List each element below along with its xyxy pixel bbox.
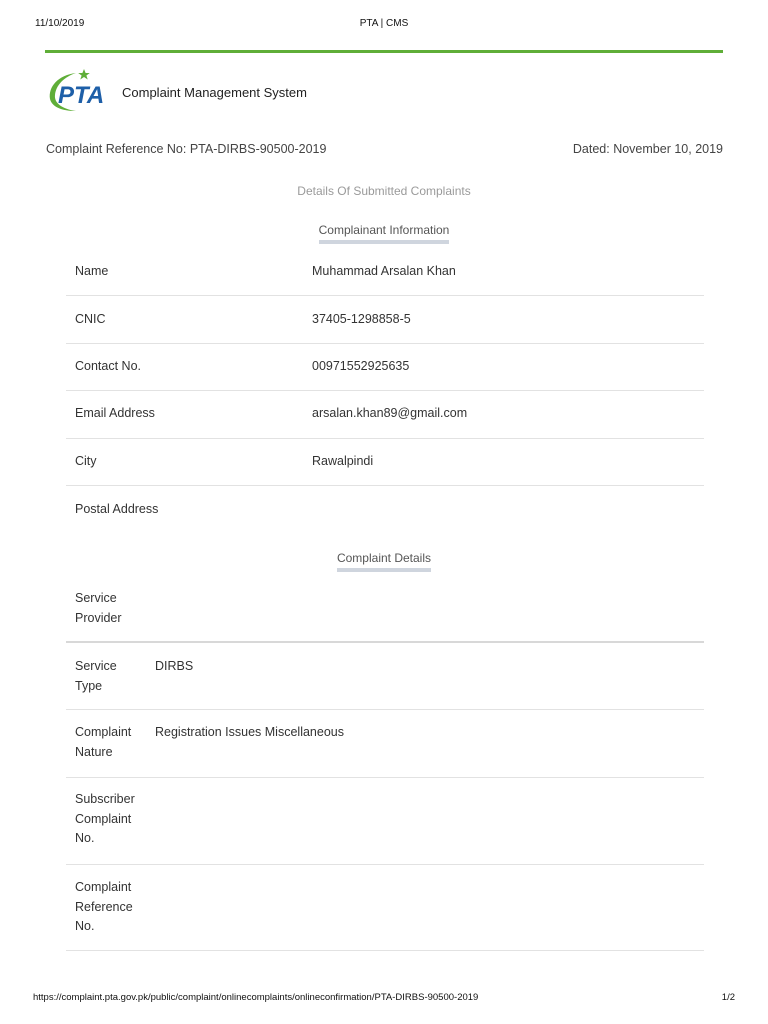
table-row (66, 710, 704, 778)
table-row (66, 778, 704, 865)
table-row (66, 580, 704, 643)
page-number: 1/2 (721, 992, 735, 1003)
row-value: DIRBS (155, 659, 194, 673)
row-value: 37405-1298858-5 (312, 312, 411, 326)
row-value: 00971552925635 (312, 359, 410, 373)
row-label: Subscriber Complaint No. (75, 792, 135, 845)
pta-logo-icon (46, 67, 120, 115)
row-label: Service Type (75, 659, 117, 693)
row-label: Email Address (75, 406, 155, 420)
row-label: Name (75, 264, 109, 278)
complaint-reference: Complaint Reference No: PTA-DIRBS-90500-2019 (46, 142, 327, 156)
row-label: City (75, 454, 97, 468)
table-row (66, 248, 704, 296)
row-label: Postal Address (75, 502, 159, 516)
pta-logo (46, 66, 307, 116)
table-row (66, 296, 704, 344)
row-value: Registration Issues Miscellaneous (155, 725, 344, 739)
table-row (66, 391, 704, 439)
page-url: https://complaint.pta.gov.pk/public/complaint/onlinecomplaints/onlineconfirmation/PTA-DIRBS-90500-2019 (33, 992, 479, 1003)
table-row (66, 344, 704, 391)
complainant-section-title: Complainant Information (0, 223, 768, 244)
table-row (66, 486, 704, 532)
svg-text:PTA: PTA (58, 82, 105, 109)
complaint-date: Dated: November 10, 2019 (572, 142, 723, 156)
row-value: arsalan.khan89@gmail.com (312, 406, 468, 420)
print-title: PTA | CMS (359, 18, 409, 29)
complaint-section-title: Complaint Details (0, 551, 768, 572)
row-value: Rawalpindi (312, 454, 374, 468)
system-name: Complaint Management System (122, 84, 307, 100)
row-label: Contact No. (75, 359, 142, 373)
print-date: 11/10/2019 (35, 18, 85, 29)
row-label: CNIC (75, 312, 106, 326)
header-divider (45, 50, 723, 53)
complaint-table (66, 580, 704, 951)
table-row (66, 439, 704, 486)
row-label: Service Provider (75, 591, 122, 625)
table-row (66, 865, 704, 951)
row-label: Complaint Reference No. (75, 880, 133, 933)
row-value: Muhammad Arsalan Khan (312, 264, 456, 278)
row-label: Complaint Nature (75, 725, 132, 759)
details-title: Details Of Submitted Complaints (297, 184, 471, 198)
table-row (66, 643, 704, 710)
complainant-table (66, 248, 704, 532)
